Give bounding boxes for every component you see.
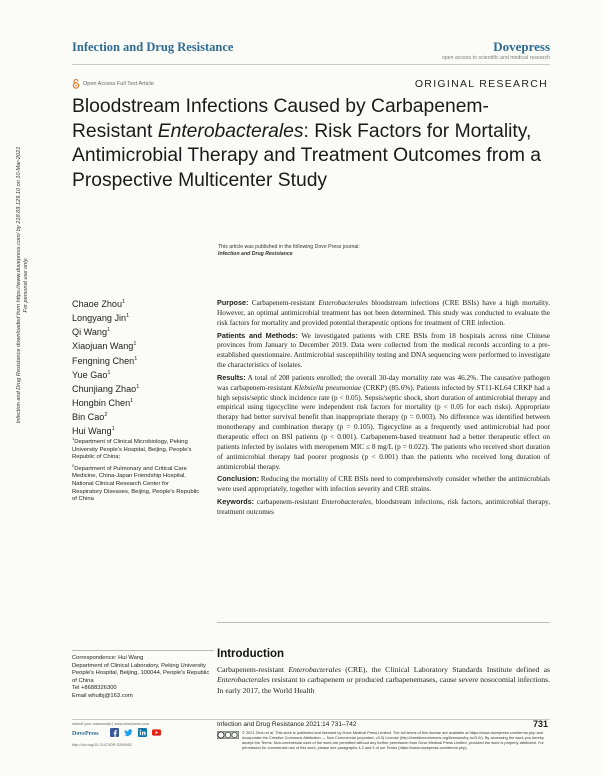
download-watermark-line: Infection and Drug Resistance downloaded from https://www.dovepress.com/ by 218.69.129.10 on 10-Mar-2021 bbox=[16, 146, 22, 424]
license-text: © 2021 Zhou et al. This work is published and licensed by Dove Medical Press Limited. The full terms of this license are available at https://www.dovepress.com/terms.php and incorporate the Creative Commons Attribution — Non Commercial (unported, v3.0) License (http://creativecommons.org/licenses/by-nc/3.0/). By accessing the work you hereby accept the Terms. Non-commercial uses of the work are permitted without any further permission from Dove Medical Press Limited, provided the work is properly attributed. For permission for commercial use of this work, please see paragraphs 4.2 and 5 of our Terms (https://www.dovepress.com/terms.php). bbox=[242, 730, 544, 750]
author-name: Hongbin Chen$^1$ bbox=[72, 397, 134, 408]
publisher-tagline: open access to scientific and medical research bbox=[442, 55, 550, 61]
correspondence-email[interactable]: Email whuibj@163.com bbox=[72, 692, 133, 699]
license-block bbox=[217, 731, 550, 751]
abstract-methods: Patients and Methods: We investigated patients with CRE BSIs from 18 hospitals across nine Chinese provinces from January to December 2019. Data were collected from the medical records according to a pre-established questionnaire. Antimicrobial susceptibility testing and DNA sequencing were performed to investigate the characteristics of isolates. bbox=[217, 330, 550, 370]
correspondence-address: Department of Clinical Laboratory, Peking University People's Hospital, Beijing, 100044, People's Republic of China bbox=[72, 662, 210, 684]
author-list bbox=[72, 296, 139, 437]
abstract-keywords: Keywords: carbapenem-resistant Enterobacterales, bloodstream infections, risk factors, antimicrobial therapy, treatment outcomes bbox=[217, 497, 551, 516]
author-name: Qi Wang$^1$ bbox=[72, 327, 111, 338]
open-access-label bbox=[72, 79, 154, 89]
author-name: Longyang Jin$^1$ bbox=[72, 313, 130, 324]
page-number: 731 bbox=[532, 719, 548, 729]
download-watermark bbox=[16, 85, 30, 485]
published-note-line: This article was published in the following Dove Press journal: bbox=[218, 244, 360, 250]
author-name: Bin Cao$^2$ bbox=[72, 412, 108, 423]
correspondence-divider bbox=[72, 650, 214, 651]
doi-link[interactable]: http://doi.org/10.2147/IDR.S299582 bbox=[72, 743, 132, 747]
published-note-journal: Infection and Drug Resistance bbox=[218, 251, 293, 257]
creative-commons-icon[interactable] bbox=[217, 731, 239, 739]
abstract-divider bbox=[217, 622, 550, 623]
correspondence-name: Correspondence: Hui Wang bbox=[72, 655, 144, 661]
section-heading-introduction: Introduction bbox=[217, 648, 285, 660]
abstract-results: Results: A total of 208 patients enrolled; the overall 30-day mortality rate was 46.2%. The causative pathogen was carbapenem-resistant Klebsiella pneumoniae (CRKP) (85.6%). Patients infected by ST11-KL64 CRKP had a high sepsis/septic shock incidence rate (p < 0.05). Sepsis/septic shock, short duration of antimicrobial therapy and empirical using tigecycline were independent risk factors for mortality (p < 0.05 for each risks). Appropriate therapy had better survival benefit than inappropriate therapy (p = 0.003). No difference was identified between monotherapy and combination therapy (p = 0.105). Tigecycline as a frequently used antimicrobial had poor therapeutic effect on BSI patients (p < 0.001). Carbapenem-based treatment had a better therapeutic effect on patients infected by isolates with meropenem MIC ≤ 8 mg/L (p = 0.022). The patients who received short duration of antimicrobial therapy had poorer prognosis (p < 0.001) than the patients who received long duration of antimicrobial therapy. bbox=[217, 372, 550, 471]
header-divider bbox=[72, 64, 550, 65]
facebook-icon[interactable] bbox=[110, 728, 119, 737]
journal-name: Infection and Drug Resistance bbox=[72, 40, 234, 54]
open-access-text: Open Access Full Text Article bbox=[83, 81, 154, 87]
title-italic-text: Enterobacterales bbox=[157, 120, 304, 142]
open-access-icon bbox=[72, 79, 80, 89]
article-title bbox=[72, 95, 542, 193]
correspondence-phone: Tel +8688326300 bbox=[72, 685, 117, 692]
title-text-end: : Risk Factors for Mortality, Antimicrobial Therapy and Treatment Outcomes from a Prospective Multicenter Study bbox=[72, 120, 542, 191]
social-links bbox=[110, 728, 161, 737]
article-type: ORIGINAL RESEARCH bbox=[414, 78, 548, 90]
twitter-icon[interactable] bbox=[124, 728, 133, 737]
author-name: Yue Gao$^1$ bbox=[72, 369, 111, 380]
footer-divider bbox=[72, 719, 550, 720]
publisher-logo[interactable]: Dovepress bbox=[493, 39, 550, 54]
linkedin-icon[interactable] bbox=[138, 728, 147, 737]
author-name: Chunjiang Zhao$^1$ bbox=[72, 383, 140, 394]
correspondence bbox=[72, 655, 214, 701]
youtube-icon[interactable] bbox=[152, 728, 161, 737]
abstract-conclusion: Conclusion: Reducing the mortality of CRE BSIs need to comprehensively consider whether the antimicrobials were used appropriately, together with infection severity and CRE strains. bbox=[217, 474, 550, 494]
author-name: Xiaojuan Wang$^1$ bbox=[72, 341, 137, 352]
abstract bbox=[217, 298, 550, 520]
author-name: Fengning Chen$^1$ bbox=[72, 355, 138, 366]
affiliation: $^1$Department of Clinical Microbiology, Peking University People's Hospital, Beijing, People's Republic of China; bbox=[72, 436, 192, 461]
journal-citation: Infection and Drug Resistance 2021:14 731–742 bbox=[217, 721, 357, 728]
author-name: Chaoe Zhou$^1$ bbox=[72, 299, 126, 310]
published-note bbox=[218, 244, 360, 258]
personal-use-line: For personal use only. bbox=[23, 257, 29, 313]
submit-manuscript-link[interactable]: submit your manuscript | www.dovepress.com bbox=[72, 722, 150, 726]
abstract-purpose: Purpose: Carbapenem-resistant Enterobacterales bloodstream infections (CRE BSIs) have a high mortality. However, an optimal antimicrobial treatment has not been determined. This study was conducted to evaluate the risk factors for mortality and provided potential therapeutic options for treatment of CRE infection. bbox=[217, 298, 550, 327]
introduction-text: Carbapenem-resistant Enterobacterales (CRE), the Clinical Laboratory Standards Institute defined as Enterobacterales resistant to carbapenem or produced carbapenemases, cause severe nosocomial infections. In early 2017, the World Health bbox=[217, 665, 551, 695]
title-text: Bloodstream Infections Caused by Carbapenem-Resistant bbox=[72, 96, 489, 142]
author-name: Hui Wang$^1$ bbox=[72, 426, 115, 437]
dovepress-footer-logo[interactable]: DovePress bbox=[72, 731, 99, 737]
affiliation-list bbox=[72, 435, 200, 504]
affiliation: $^2$Department of Pulmonary and Critical Care Medicine, China-Japan Friendship Hospital, National Clinical Research Center for Respiratory Diseases, Beijing, People's Republic of China bbox=[72, 462, 200, 503]
